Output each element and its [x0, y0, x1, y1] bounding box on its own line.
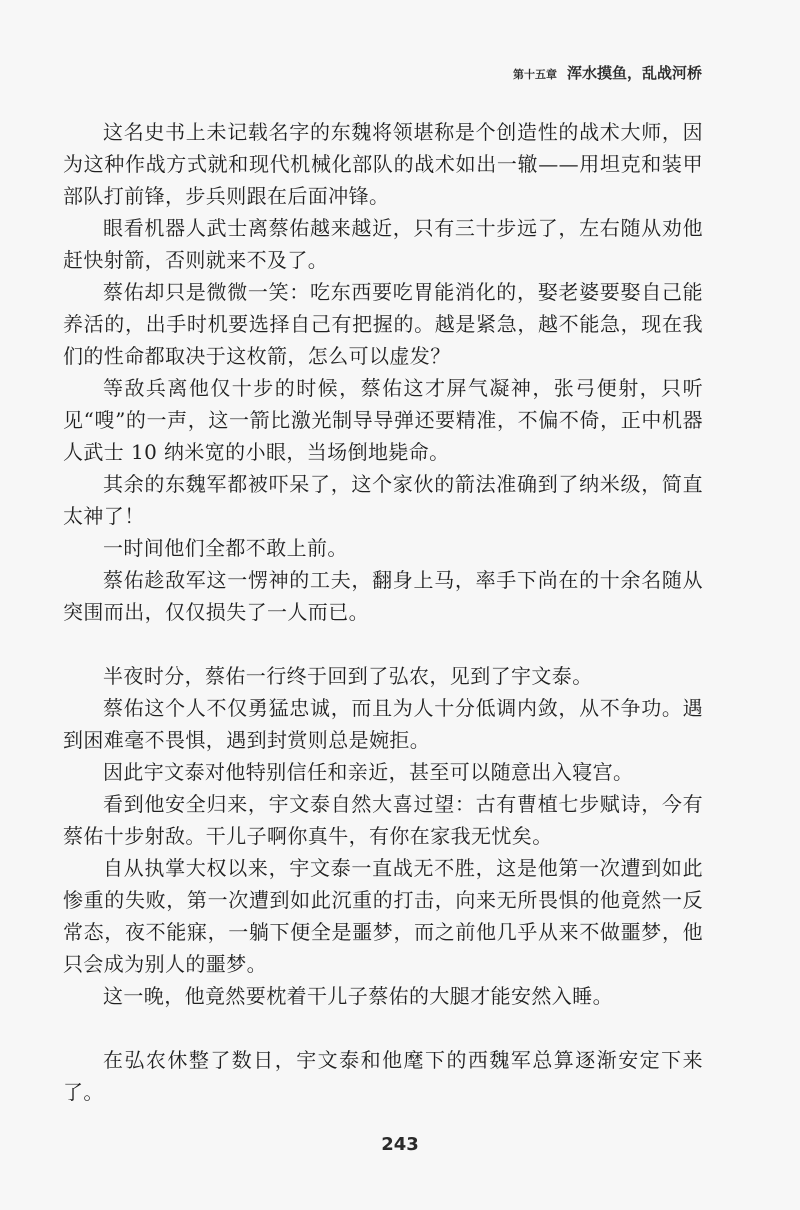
- paragraph: 一时间他们全都不敢上前。: [103, 536, 348, 560]
- paragraph: 蔡佑却只是微微一笑：吃东西要吃胃能消化的，娶老婆要娶自己能养活的，出手时机要选择自己有把握的。越是紧急，越不能急，现在我们的性命都取决于这枚箭，怎么可以虚发？: [63, 280, 703, 368]
- section-break: [63, 1012, 703, 1044]
- paragraph: 自从执掌大权以来，宇文泰一直战无不胜，这是他第一次遭到如此惨重的失败，第一次遭到如此沉重的打击，向来无所畏惧的他竟然一反常态，夜不能寐，一躺下便全是噩梦，而之前他几乎从来不做噩梦，他只会成为别人的噩梦。: [63, 856, 703, 976]
- paragraph: 看到他安全归来，宇文泰自然大喜过望：古有曹植七步赋诗，今有蔡佑十步射敌。干儿子啊你真牛，有你在家我无忧矣。: [63, 792, 703, 848]
- paragraph: 半夜时分，蔡佑一行终于回到了弘农，见到了宇文泰。: [103, 664, 593, 688]
- page-number: 243: [381, 1134, 419, 1155]
- paragraph: 这一晚，他竟然要枕着干儿子蔡佑的大腿才能安然入睡。: [103, 984, 613, 1008]
- chapter-label: 第十五章: [512, 68, 557, 81]
- paragraph: 在弘农休整了数日，宇文泰和他麾下的西魏军总算逐渐安定下来了。: [63, 1048, 703, 1104]
- body-text: [63, 116, 703, 1108]
- paragraph: 这名史书上未记载名字的东魏将领堪称是个创造性的战术大师，因为这种作战方式就和现代机械化部队的战术如出一辙——用坦克和装甲部队打前锋，步兵则跟在后面冲锋。: [63, 120, 703, 208]
- paragraph: 其余的东魏军都被吓呆了，这个家伙的箭法准确到了纳米级，简直太神了！: [63, 472, 703, 528]
- paragraph: 因此宇文泰对他特别信任和亲近，甚至可以随意出入寝宫。: [103, 760, 634, 784]
- paragraph: 蔡佑这个人不仅勇猛忠诚，而且为人十分低调内敛，从不争功。遇到困难毫不畏惧，遇到封赏则总是婉拒。: [63, 696, 703, 752]
- running-header: [513, 62, 702, 83]
- paragraph: 等敌兵离他仅十步的时候，蔡佑这才屏气凝神，张弓便射，只听见“嗖”的一声，这一箭比激光制导导弹还要精准，不偏不倚，正中机器人武士 10 纳米宽的小眼，当场倒地毙命。: [63, 376, 703, 464]
- paragraph: 眼看机器人武士离蔡佑越来越近，只有三十步远了，左右随从劝他赶快射箭，否则就来不及了。: [63, 216, 703, 272]
- section-break: [63, 628, 703, 660]
- chapter-title: 浑水摸鱼，乱战河桥: [566, 64, 702, 82]
- paragraph: 蔡佑趁敌军这一愣神的工夫，翻身上马，率手下尚在的十余名随从突围而出，仅仅损失了一人而已。: [63, 568, 703, 624]
